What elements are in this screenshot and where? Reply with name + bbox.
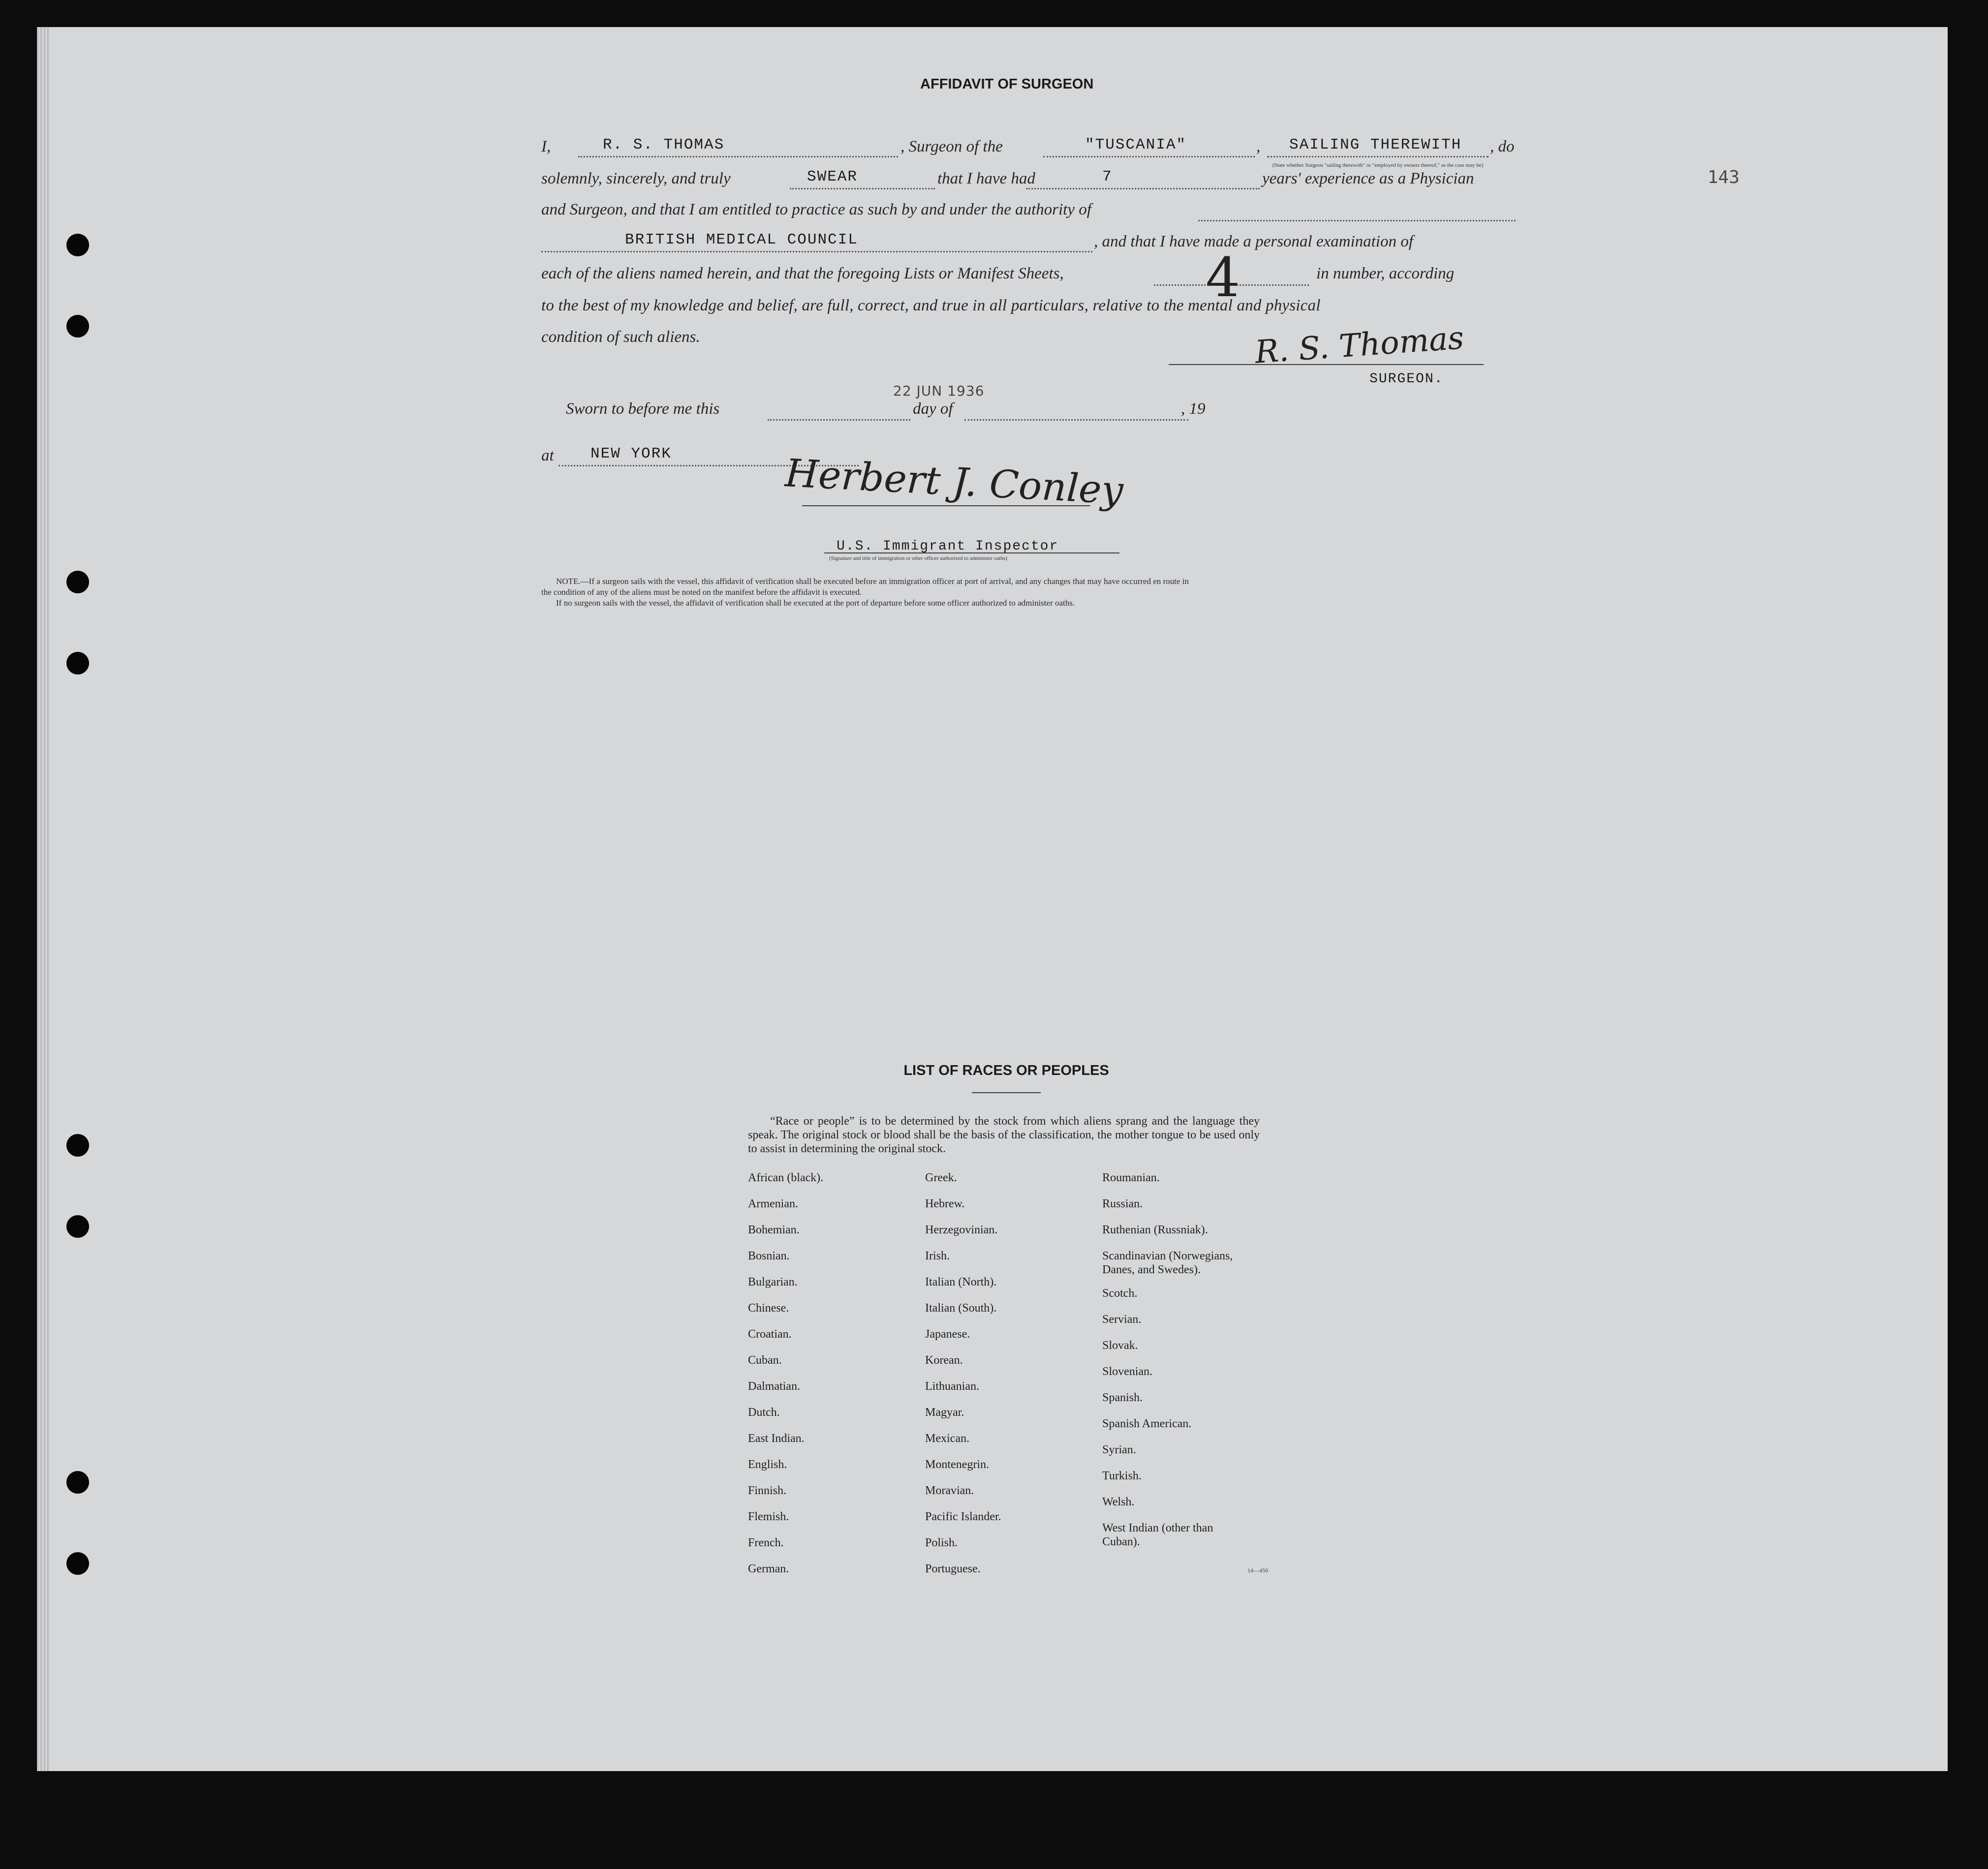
race-item: Irish. <box>925 1250 950 1262</box>
affidavit-text: in number, according <box>1316 265 1455 282</box>
race-item: Portuguese. <box>925 1563 981 1575</box>
race-item: Japanese. <box>925 1328 970 1341</box>
race-item: Cuban. <box>748 1354 782 1367</box>
binding-edge <box>37 27 50 1771</box>
race-item: English. <box>748 1458 787 1471</box>
race-item: Scandinavian (Norwegians, Danes, and Swedes). <box>1102 1250 1233 1276</box>
race-item: Bosnian. <box>748 1250 790 1262</box>
authority-field: BRITISH MEDICAL COUNCIL <box>625 231 858 248</box>
affidavit-text: , do <box>1490 138 1515 155</box>
race-item: East Indian. <box>748 1432 805 1445</box>
race-item: Servian. <box>1102 1313 1142 1326</box>
page-number: 143 <box>1708 167 1740 187</box>
affidavit-text: day of <box>913 400 953 418</box>
race-item: Spanish. <box>1102 1391 1143 1404</box>
race-item: Magyar. <box>925 1406 964 1419</box>
fill-line <box>578 156 898 157</box>
affidavit-text: condition of such aliens. <box>541 328 700 346</box>
race-item: Welsh. <box>1102 1496 1135 1508</box>
affidavit-text: each of the aliens named herein, and that the foregoing Lists or Manifest Sheets, <box>541 265 1064 282</box>
affidavit-text: that I have had <box>937 170 1035 187</box>
affidavit-text: , 19 <box>1181 400 1206 418</box>
affidavit-text: to the best of my knowledge and belief, are full, correct, and true in all particulars, relative to the mental and physical <box>541 297 1321 314</box>
race-item: Turkish. <box>1102 1470 1142 1482</box>
fill-line <box>964 419 1188 421</box>
place-field: NEW YORK <box>590 445 672 462</box>
title-line <box>824 552 1119 553</box>
punch-hole <box>66 234 89 256</box>
punch-hole <box>66 1552 89 1575</box>
race-item: Pacific Islander. <box>925 1510 1001 1523</box>
race-item: Russian. <box>1102 1197 1143 1210</box>
race-item: African (black). <box>748 1171 824 1184</box>
races-column-3 <box>1102 1171 1233 1559</box>
document-page: 143 AFFIDAVIT OF SURGEON I, R. S. THOMAS , Surgeon of the "TUSCANIA" , SAILING THEREWITH , do (State whether Surgeon "sailing therewith" or "employed by owners thereof," as the case may be) solemnly, sincerely, and truly SWEAR that I have had 7 years' experience as a Physician and Surgeon, and that I am entitled to practice as such by and under the authority of BRITISH MEDICAL COUNCIL , and that I have made a personal examination of each of the aliens named herein, and that the foregoing Lists or Manifest Sheets, 4 in number, according to the best of my knowledge and belief, are full, correct, and true in all particulars, relative to the mental and physical condition of such aliens. R. S. Thomas SURGEON. Sworn to before me this 22 JUN 1936 day of , 19 at NEW YORK Herbert J. Conley U.S. Immigrant Inspector (Signature and title of immigration or other officer authorized to administer oaths) NOTE.—If a surgeon sails with the vessel, this affidavit of verification shall be executed before an immigration officer at port of arrival, and any changes that may have occurred en route in the condition of any of the aliens must be noted on the manifest before the affidavit is executed. If no surgeon sails with the vessel, the affidavit of verification shall be executed at the port of departure before some officer authorized to administer oaths. LIST OF RACES OR PEOPLES “Race or people” is to be determined by the stock from which aliens sprang and the language they speak. The original stock or blood shall be the basis of the classification, the mother tongue to be used only to assist in determining the original stock. African (black). Armenian. Bohemian. Bosnian. Bulgarian. Chinese. Croatian. Cuban. Dalmatian. Dutch. East Indian. English. Finnish. Flemish. French. German. Greek. Hebrew. Herzegovinian. Irish. Italian (North). Italian (South). Japanese. Korean. Lithuanian. Magyar. Mexican. Montenegrin. Moravian. Pacific Islander. Polish. Portuguese. Roumanian. Russian. Ruthenian (Russniak). Scandinavian (Norwegians, Danes, and Swedes). Scotch. Servian. Slovak. Slovenian. Spanish. Spanish American. Syrian. Turkish. Welsh. West Indian (other than Cuban). 14—450 <box>37 27 1948 1771</box>
surgeon-label: SURGEON. <box>1369 371 1444 387</box>
signature-caption: (Signature and title of immigration or other officer authorized to administer oaths) <box>829 555 1007 561</box>
fill-line <box>1043 156 1255 157</box>
note-line: NOTE.—If a surgeon sails with the vessel, this affidavit of verification shall be executed before an immigration officer at port of arrival, and any changes that may have occurred en route in <box>556 577 1189 586</box>
race-item: Moravian. <box>925 1484 974 1497</box>
race-item: German. <box>748 1563 789 1575</box>
race-item: Slovak. <box>1102 1339 1138 1352</box>
races-title: LIST OF RACES OR PEOPLES <box>903 1063 1109 1078</box>
affidavit-text: , Surgeon of the <box>901 138 1003 155</box>
affidavit-text: at <box>541 447 554 464</box>
race-item: Italian (North). <box>925 1276 997 1288</box>
race-item: Croatian. <box>748 1328 792 1341</box>
race-item: Dutch. <box>748 1406 780 1419</box>
race-item: Lithuanian. <box>925 1380 979 1393</box>
punch-hole <box>66 1215 89 1238</box>
fill-line <box>1026 188 1260 189</box>
surgeon-signature: R. S. Thomas <box>1253 320 1465 371</box>
race-item: Flemish. <box>748 1510 789 1523</box>
race-item: Hebrew. <box>925 1197 965 1210</box>
punch-hole <box>66 1134 89 1157</box>
race-item: Montenegrin. <box>925 1458 989 1471</box>
race-item: Bulgarian. <box>748 1276 798 1288</box>
title-divider <box>972 1092 1041 1093</box>
fill-line <box>1198 220 1516 221</box>
affidavit-text: , and that I have made a personal examination of <box>1094 233 1413 250</box>
affidavit-text: and Surgeon, and that I am entitled to practice as such by and under the authority of <box>541 201 1091 218</box>
years-field: 7 <box>1102 168 1113 185</box>
race-item: French. <box>748 1536 784 1549</box>
sheets-count-handwritten: 4 <box>1206 246 1240 309</box>
race-item: Dalmatian. <box>748 1380 800 1393</box>
signature-line <box>802 505 1090 506</box>
ship-name-field: "TUSCANIA" <box>1085 136 1187 153</box>
fill-line <box>541 251 1092 252</box>
race-item: Italian (South). <box>925 1302 997 1315</box>
race-item: Korean. <box>925 1354 963 1367</box>
punch-hole <box>66 652 89 674</box>
affidavit-text: I, <box>541 138 551 155</box>
signature-line <box>1169 364 1484 365</box>
race-item: Slovenian. <box>1102 1365 1152 1378</box>
race-item: Spanish American. <box>1102 1417 1192 1430</box>
race-item: Ruthenian (Russniak). <box>1102 1224 1208 1236</box>
fill-line <box>768 419 910 421</box>
note-line: the condition of any of the aliens must be noted on the manifest before the affidavit is executed. <box>541 587 862 597</box>
inspector-title: U.S. Immigrant Inspector <box>837 539 1059 554</box>
race-item: Roumanian. <box>1102 1171 1160 1184</box>
race-item: Herzegovinian. <box>925 1224 998 1236</box>
race-item: Chinese. <box>748 1302 789 1315</box>
affidavit-text: years' experience as a Physician <box>1262 170 1474 187</box>
surgeon-name-field: R. S. THOMAS <box>603 136 725 153</box>
affidavit-text: Sworn to before me this <box>566 400 720 418</box>
punch-hole <box>66 571 89 593</box>
races-column-1 <box>748 1171 823 1588</box>
oath-field: SWEAR <box>807 168 858 185</box>
status-caption: (State whether Surgeon "sailing therewith" or "employed by owners thereof," as the case may be) <box>1272 162 1484 168</box>
status-field: SAILING THEREWITH <box>1289 136 1462 153</box>
race-item: Polish. <box>925 1536 958 1549</box>
race-item: Finnish. <box>748 1484 787 1497</box>
race-item: Armenian. <box>748 1197 798 1210</box>
note-line: If no surgeon sails with the vessel, the affidavit of verification shall be executed at the port of departure before some officer authorized to administer oaths. <box>556 598 1075 608</box>
punch-hole <box>66 315 89 337</box>
fill-line <box>790 188 935 189</box>
race-item: Greek. <box>925 1171 957 1184</box>
races-column-2 <box>925 1171 1001 1588</box>
race-item: Scotch. <box>1102 1287 1138 1300</box>
fill-line <box>1267 156 1489 157</box>
form-number: 14—450 <box>1247 1567 1268 1574</box>
race-item: West Indian (other than Cuban). <box>1102 1522 1213 1548</box>
affidavit-text: solemnly, sincerely, and truly <box>541 170 731 187</box>
race-item: Mexican. <box>925 1432 969 1445</box>
date-stamp: 22 JUN 1936 <box>893 383 985 399</box>
race-item: Bohemian. <box>748 1224 800 1236</box>
race-item: Syrian. <box>1102 1443 1136 1456</box>
affidavit-title: AFFIDAVIT OF SURGEON <box>920 76 1094 92</box>
races-intro: “Race or people” is to be determined by the stock from which aliens sprang and the language they speak. The original stock or blood shall be the basis of the classification, the mother tongue to be used only to assist in determining the original stock. <box>748 1115 1260 1155</box>
punch-hole <box>66 1471 89 1494</box>
inspector-signature: Herbert J. Conley <box>784 451 1124 513</box>
